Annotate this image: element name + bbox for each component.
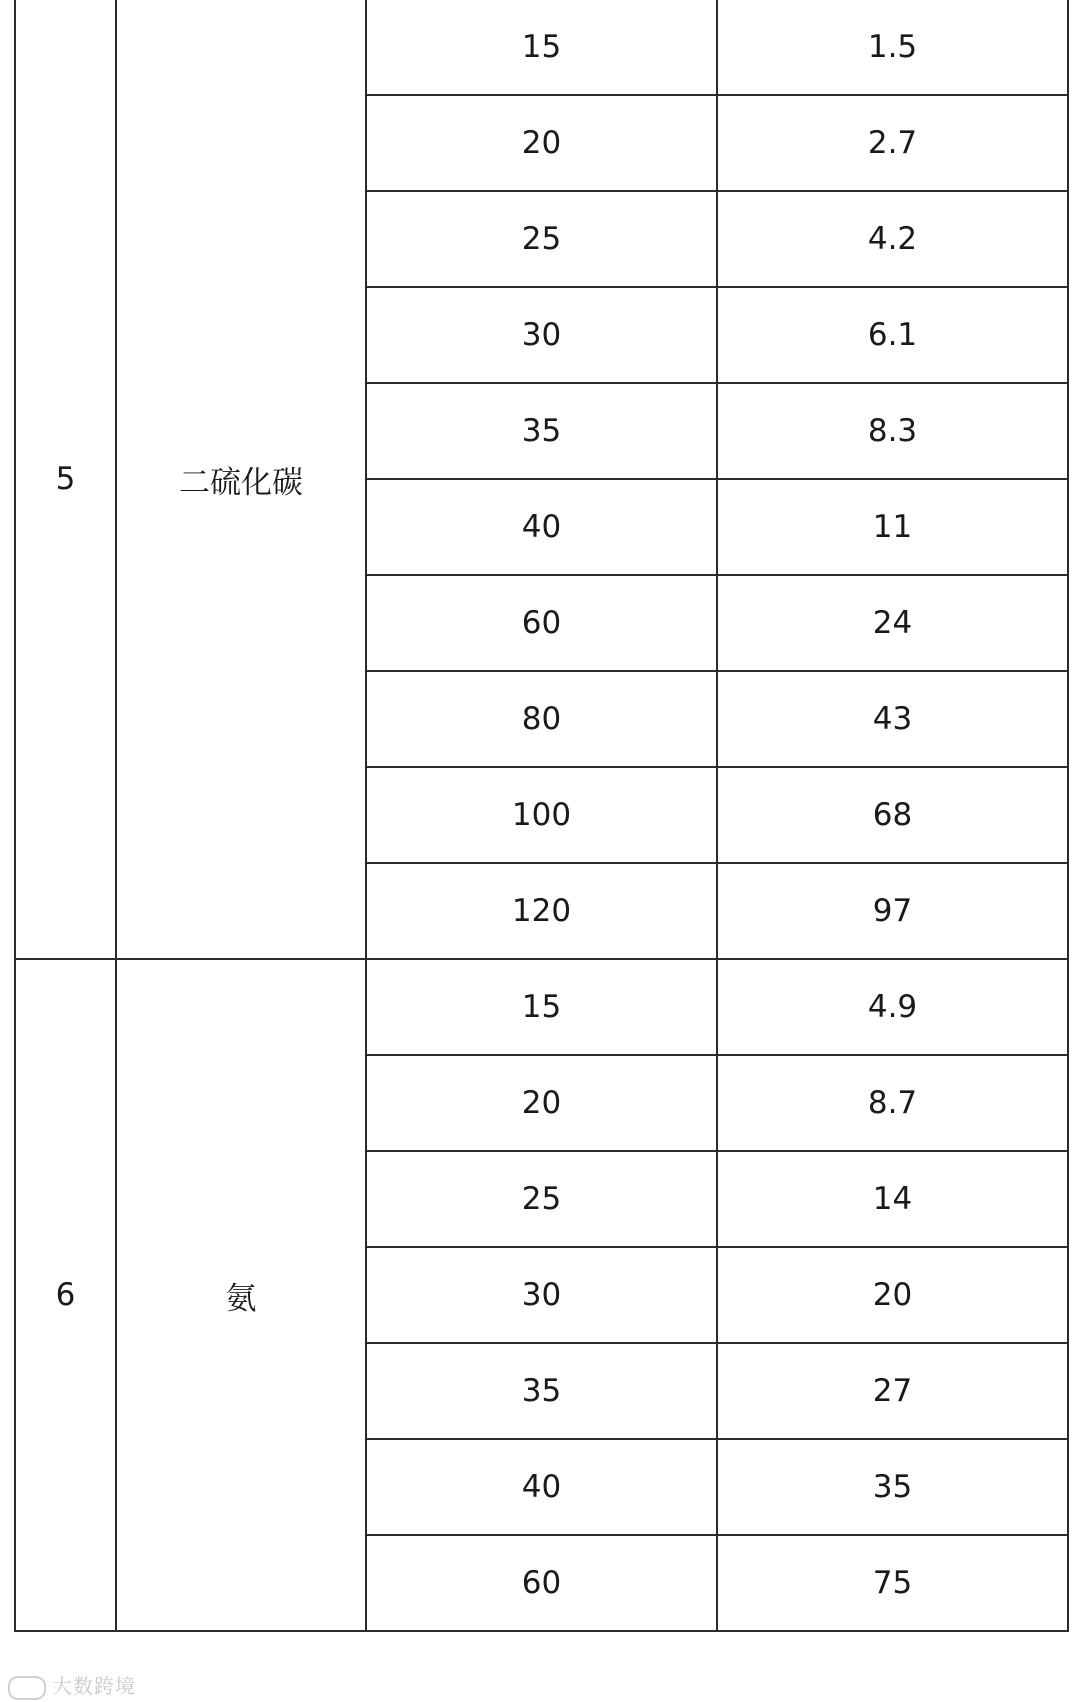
temperature-cell: 25 — [366, 1151, 717, 1247]
value-cell: 2.7 — [717, 95, 1068, 191]
watermark-logo-icon — [8, 1676, 46, 1700]
temperature-cell: 40 — [366, 1439, 717, 1535]
temperature-cell: 60 — [366, 575, 717, 671]
value-cell: 8.3 — [717, 383, 1068, 479]
temperature-cell: 35 — [366, 1343, 717, 1439]
table-body — [15, 0, 1068, 1631]
temperature-cell: 40 — [366, 479, 717, 575]
watermark-text: 大数跨境 — [52, 1674, 136, 1698]
substance-cell: 二硫化碳 — [116, 0, 366, 959]
value-cell: 35 — [717, 1439, 1068, 1535]
group-index-cell: 6 — [15, 959, 116, 1631]
data-table — [14, 0, 1069, 1632]
temperature-cell: 15 — [366, 0, 717, 95]
value-cell: 27 — [717, 1343, 1068, 1439]
temperature-cell: 60 — [366, 1535, 717, 1631]
temperature-cell: 15 — [366, 959, 717, 1055]
temperature-cell: 80 — [366, 671, 717, 767]
value-cell: 43 — [717, 671, 1068, 767]
value-cell: 6.1 — [717, 287, 1068, 383]
temperature-cell: 100 — [366, 767, 717, 863]
group-index-cell: 5 — [15, 0, 116, 959]
table-row — [15, 0, 1068, 95]
temperature-cell: 35 — [366, 383, 717, 479]
watermark — [8, 1670, 136, 1700]
value-cell: 75 — [717, 1535, 1068, 1631]
value-cell: 4.2 — [717, 191, 1068, 287]
value-cell: 1.5 — [717, 0, 1068, 95]
temperature-cell: 20 — [366, 95, 717, 191]
value-cell: 4.9 — [717, 959, 1068, 1055]
temperature-cell: 20 — [366, 1055, 717, 1151]
temperature-cell: 30 — [366, 287, 717, 383]
temperature-cell: 25 — [366, 191, 717, 287]
value-cell: 68 — [717, 767, 1068, 863]
value-cell: 14 — [717, 1151, 1068, 1247]
temperature-cell: 120 — [366, 863, 717, 959]
table-row — [15, 959, 1068, 1055]
temperature-cell: 30 — [366, 1247, 717, 1343]
value-cell: 20 — [717, 1247, 1068, 1343]
value-cell: 24 — [717, 575, 1068, 671]
substance-cell: 氨 — [116, 959, 366, 1631]
value-cell: 97 — [717, 863, 1068, 959]
value-cell: 8.7 — [717, 1055, 1068, 1151]
value-cell: 11 — [717, 479, 1068, 575]
